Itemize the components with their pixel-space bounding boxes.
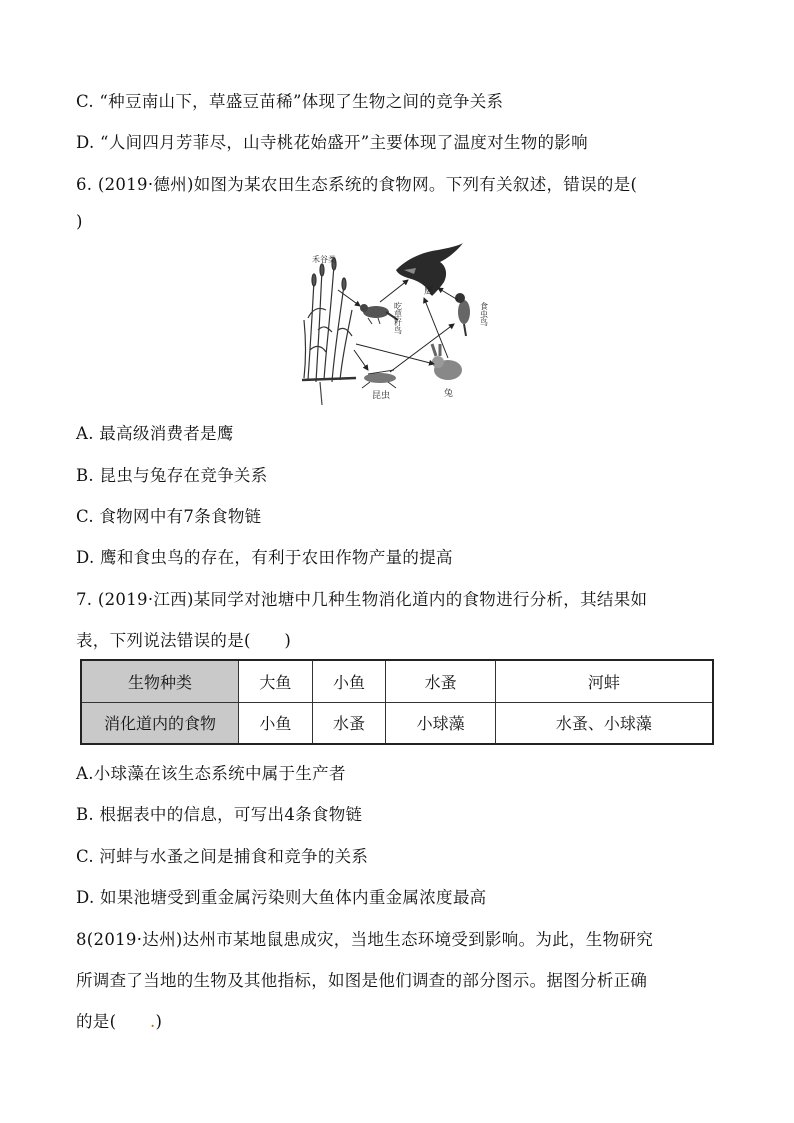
- question-8-stem-line3: [76, 1008, 162, 1032]
- q8-answer-mark: .: [149, 1012, 156, 1031]
- question-8-stem-line2: 所调查了当地的生物及其他指标，如图是他们调查的部分图示。据图分析正确: [76, 971, 648, 990]
- rabbit-icon: [432, 344, 462, 380]
- table-header-food: 消化道内的食物: [81, 702, 239, 744]
- insect-icon: [362, 370, 396, 388]
- question-8-stem-line1: 8(2019·达州)达州市某地鼠患成灾，当地生态环境受到影响。为此，生物研究: [76, 930, 654, 949]
- table-row: [81, 660, 713, 702]
- food-web-figure: [298, 240, 490, 408]
- question-6-option-c[interactable]: C. 食物网中有7条食物链: [76, 507, 262, 526]
- food-analysis-table: [80, 659, 714, 745]
- question-6-stem-end: ): [76, 212, 83, 231]
- table-cell: 小球藻: [386, 702, 495, 744]
- question-7-stem-line1: 7. (2019·江西)某同学对池塘中几种生物消化道内的食物进行分析，其结果如: [76, 590, 648, 609]
- q8-answer-suffix: ): [155, 1012, 163, 1031]
- table-cell: 小鱼: [239, 702, 313, 744]
- table-cell: 水蚤、小球藻: [495, 702, 713, 744]
- question-6-option-a[interactable]: A. 最高级消费者是鹰: [76, 424, 234, 443]
- option-d-prev: D. “人间四月芳菲尽，山寺桃花始盛开”主要体现了温度对生物的影响: [76, 133, 588, 152]
- q8-answer-prefix: 的是(: [76, 1012, 150, 1031]
- label-eagle: 鹰: [424, 287, 434, 297]
- question-7-option-a[interactable]: A.小球藻在该生态系统中属于生产者: [76, 764, 346, 783]
- table-cell: 小鱼: [312, 660, 386, 702]
- table-row: [81, 702, 713, 744]
- question-7-stem-line2: 表，下列说法错误的是( ): [76, 631, 292, 650]
- label-rabbit: 兔: [444, 389, 454, 399]
- label-insect: 昆虫: [372, 391, 391, 401]
- label-grain: 禾谷类: [312, 255, 336, 264]
- table-cell: 大鱼: [239, 660, 313, 702]
- option-c-prev: C. “种豆南山下，草盛豆苗稀”体现了生物之间的竞争关系: [76, 92, 504, 111]
- question-7-option-b[interactable]: B. 根据表中的信息，可写出4条食物链: [76, 805, 363, 824]
- question-7-option-d[interactable]: D. 如果池塘受到重金属污染则大鱼体内重金属浓度最高: [76, 888, 487, 907]
- table-header-species: 生物种类: [81, 660, 239, 702]
- label-seed-bird: 吃草籽鸟: [393, 302, 403, 334]
- table-cell: 水蚤: [312, 702, 386, 744]
- table-cell: 水蚤: [386, 660, 495, 702]
- question-6-stem: 6. (2019·德州)如图为某农田生态系统的食物网。下列有关叙述，错误的是(: [76, 175, 638, 194]
- label-insect-bird: 食虫鸟: [479, 302, 489, 326]
- question-7-option-c[interactable]: C. 河蚌与水蚤之间是捕食和竞争的关系: [76, 847, 369, 866]
- question-6-option-b[interactable]: B. 昆虫与兔存在竞争关系: [76, 466, 268, 485]
- seed-bird-icon: [360, 304, 398, 324]
- question-6-option-d[interactable]: D. 鹰和食虫鸟的存在，有利于农田作物产量的提高: [76, 548, 453, 567]
- grain-plant-icon: [302, 258, 356, 405]
- table-cell: 河蚌: [495, 660, 713, 702]
